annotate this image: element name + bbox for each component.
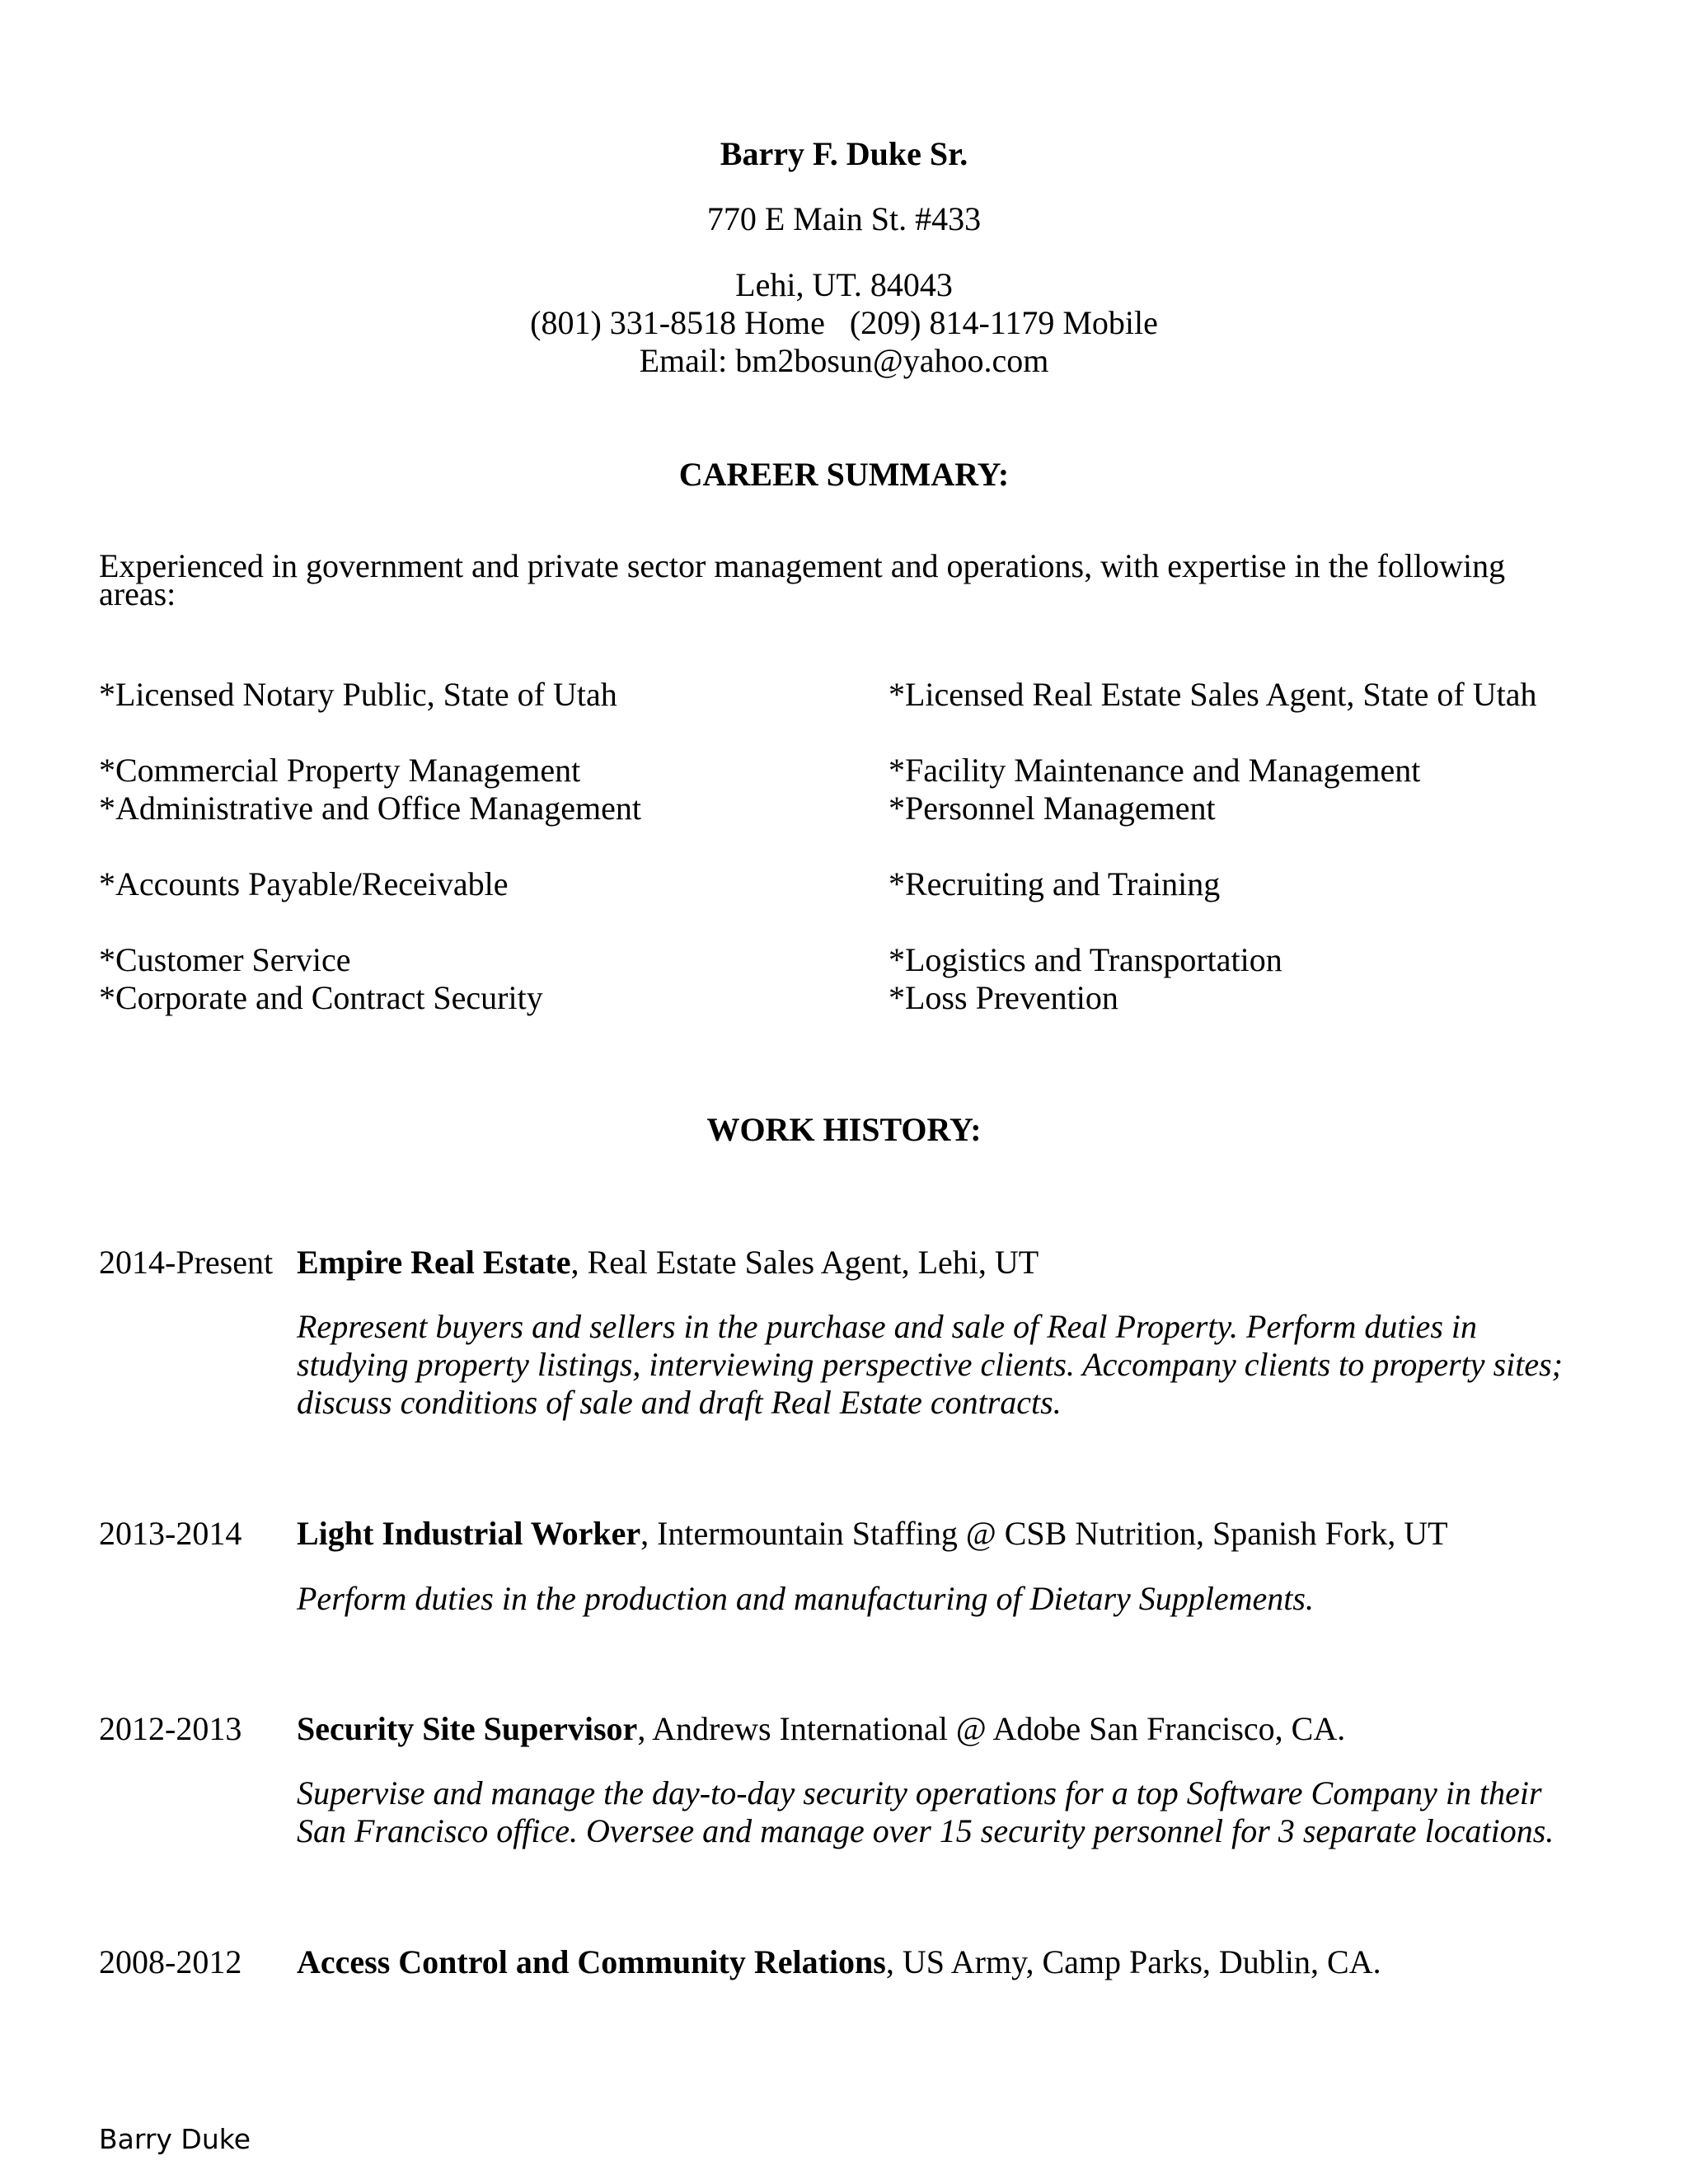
address-line-1: 770 E Main St. #433: [706, 200, 982, 237]
job-years: 2012-2013: [99, 1710, 242, 1747]
skill-item: *Recruiting and Training: [889, 865, 1221, 902]
career-summary-heading: CAREER SUMMARY:: [678, 456, 1010, 493]
job-heading: [297, 1710, 1345, 1748]
email-line: Email: bm2bosun@yahoo.com: [639, 342, 1049, 379]
phone-line: (801) 331-8518 Home (209) 814-1179 Mobile: [530, 304, 1158, 341]
job-years: 2014-Present: [99, 1244, 274, 1281]
skill-item: *Facility Maintenance and Management: [889, 752, 1421, 789]
skill-item: *Commercial Property Management: [99, 752, 581, 789]
job-description: Perform duties in the production and manufacturing of Dietary Supplements.: [297, 1580, 1314, 1617]
skill-item: *Corporate and Contract Security: [99, 979, 543, 1016]
address-line-2: Lehi, UT. 84043: [735, 266, 953, 303]
job-title: Security Site Supervisor: [297, 1710, 638, 1747]
skill-item: *Administrative and Office Management: [99, 790, 641, 827]
skill-item: *Licensed Real Estate Sales Agent, State of Utah: [889, 676, 1537, 713]
job-title: Access Control and Community Relations: [297, 1943, 886, 1980]
job-title: Light Industrial Worker: [297, 1515, 641, 1552]
job-details: , Real Estate Sales Agent, Lehi, UT: [570, 1244, 1039, 1281]
skill-item: *Logistics and Transportation: [889, 941, 1282, 978]
job-description: Represent buyers and sellers in the purchase and sale of Real Property. Perform duties in studying property listings, interviewing perspective clients. Accompany clients to property sites; discuss conditions of sale and draft Real Estate contracts.: [297, 1308, 1563, 1421]
job-heading: [297, 1515, 1448, 1553]
skill-item: *Loss Prevention: [889, 979, 1118, 1016]
skill-item: *Licensed Notary Public, State of Utah: [99, 676, 617, 713]
job-details: , US Army, Camp Parks, Dublin, CA.: [885, 1943, 1381, 1980]
job-details: , Intermountain Staffing @ CSB Nutrition, Spanish Fork, UT: [640, 1515, 1448, 1552]
resume-name: Barry F. Duke Sr.: [720, 135, 968, 172]
skill-item: *Personnel Management: [889, 790, 1216, 827]
job-description: Supervise and manage the day-to-day security operations for a top Software Company in their San Francisco office. Oversee and manage over 15 security personnel for 3 separate locations.: [297, 1774, 1554, 1849]
job-details: , Andrews International @ Adobe San Francisco, CA.: [637, 1710, 1346, 1747]
skill-item: *Accounts Payable/Receivable: [99, 865, 509, 902]
footer-name: Barry Duke: [99, 2123, 251, 2155]
career-summary-intro: Experienced in government and private sector management and operations, with expertise in the following areas:: [99, 547, 1506, 612]
job-heading: [297, 1943, 1381, 1981]
work-history-heading: WORK HISTORY:: [706, 1111, 982, 1148]
job-heading: [297, 1244, 1039, 1282]
job-years: 2013-2014: [99, 1515, 242, 1552]
skill-item: *Customer Service: [99, 941, 351, 978]
job-years: 2008-2012: [99, 1943, 242, 1980]
job-title: Empire Real Estate: [297, 1244, 571, 1281]
